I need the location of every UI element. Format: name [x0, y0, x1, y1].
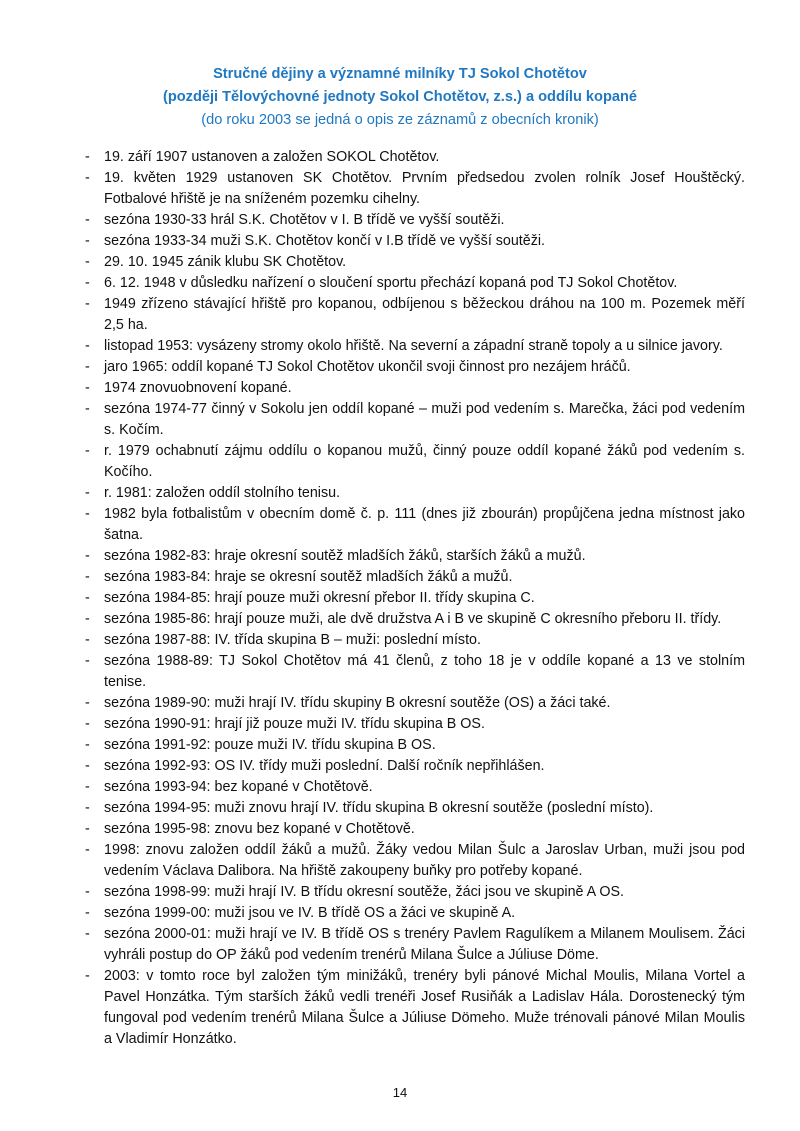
bullet-dash: -: [85, 149, 90, 165]
list-item: [85, 630, 745, 651]
bullet-dash: -: [85, 716, 90, 732]
list-item-text: sezóna 1989-90: muži hrají IV. třídu skupiny B okresní soutěže (OS) a žáci také.: [104, 695, 611, 711]
list-item: [85, 294, 745, 336]
bullet-dash: -: [85, 338, 90, 354]
list-item-text: r. 1981: založen oddíl stolního tenisu.: [104, 485, 341, 501]
bullet-dash: -: [85, 569, 90, 585]
bullet-dash: -: [85, 884, 90, 900]
list-item: [85, 273, 745, 294]
list-item: [85, 609, 745, 630]
bullet-dash: -: [85, 968, 90, 984]
list-item: [85, 378, 745, 399]
list-item: [85, 966, 745, 1050]
list-item-text: sezóna 1933-34 muži S.K. Chotětov končí v I.B třídě ve vyšší soutěži.: [104, 233, 546, 249]
page-number: 14: [392, 1085, 408, 1100]
bullet-dash: -: [85, 296, 90, 312]
bullet-dash: -: [85, 485, 90, 501]
list-item: [85, 504, 745, 546]
bullet-dash: -: [85, 401, 90, 417]
list-item-text: 19. září 1907 ustanoven a založen SOKOL Chotětov.: [104, 149, 440, 165]
bullet-dash: -: [85, 590, 90, 606]
list-item-text: sezóna 2000-01: muži hrají ve IV. B třídě OS s trenéry Pavlem Ragulíkem a Milanem Moulisem. Žáci vyhráli postup do OP žáků pod vedením trenérů Milana Šulce a Júliuse Döme.: [104, 926, 745, 963]
list-item: [85, 903, 745, 924]
list-item: [85, 252, 745, 273]
list-item-text: sezóna 1987-88: IV. třída skupina B – muži: poslední místo.: [104, 632, 481, 648]
list-item: [85, 924, 745, 966]
list-item-text: 1998: znovu založen oddíl žáků a mužů. Žáky vedou Milan Šulc a Jaroslav Urban, muži jsou pod vedením Václava Dalibora. Na hřiště zakoupeny buňky pro potřeby kopané.: [104, 842, 745, 879]
bullet-dash: -: [85, 212, 90, 228]
list-item-text: 1949 zřízeno stávající hřiště pro kopanou, odbíjenou s běžeckou dráhou na 100 m. Pozemek měří 2,5 ha.: [104, 296, 745, 333]
list-item-text: sezóna 1988-89: TJ Sokol Chotětov má 41 členů, z toho 18 je v oddíle kopané a 13 ve stolním tenise.: [104, 653, 745, 690]
bullet-dash: -: [85, 254, 90, 270]
bullet-dash: -: [85, 800, 90, 816]
list-item-text: sezóna 1930-33 hrál S.K. Chotětov v I. B třídě ve vyšší soutěži.: [104, 212, 505, 228]
bullet-dash: -: [85, 779, 90, 795]
list-item-text: sezóna 1992-93: OS IV. třídy muži poslední. Další ročník nepřihlášen.: [104, 758, 545, 774]
list-item-text: 1974 znovuobnovení kopané.: [104, 380, 292, 396]
bullet-dash: -: [85, 737, 90, 753]
bullet-dash: -: [85, 905, 90, 921]
list-item-text: jaro 1965: oddíl kopané TJ Sokol Chotětov ukončil svoji činnost pro nezájem hráčů.: [104, 359, 631, 375]
milestone-list: [85, 147, 745, 1050]
list-item-text: 19. květen 1929 ustanoven SK Chotětov. Prvním předsedou zvolen rolník Josef Houštěcký. Fotbalové hřiště je na sníženém pozemku cihelny.: [104, 170, 745, 207]
list-item-text: sezóna 1999-00: muži jsou ve IV. B třídě OS a žáci ve skupině A.: [104, 905, 516, 921]
title-line-2: (později Tělovýchovné jednoty Sokol Chotětov, z.s.) a oddílu kopané: [162, 89, 638, 105]
list-item: [85, 756, 745, 777]
list-item-text: sezóna 1994-95: muži znovu hrají IV. třídu skupina B okresní soutěže (poslední místo).: [104, 800, 654, 816]
bullet-dash: -: [85, 926, 90, 942]
bullet-dash: -: [85, 443, 90, 459]
bullet-dash: -: [85, 653, 90, 669]
list-item-text: sezóna 1993-94: bez kopané v Chotětově.: [104, 779, 373, 795]
bullet-dash: -: [85, 842, 90, 858]
bullet-dash: -: [85, 611, 90, 627]
list-item: [85, 651, 745, 693]
list-item: [85, 147, 745, 168]
list-item: [85, 714, 745, 735]
bullet-dash: -: [85, 548, 90, 564]
list-item-text: 2003: v tomto roce byl založen tým minižáků, trenéry byli pánové Michal Moulis, Milana Vortel a Pavel Honzátka. Tým starších žáků vedli trenéři Josef Rusiňák a Ladislav Hála. Dorostenecký tým fungoval pod vedením trenérů Milana Šulce a Júliuse Dömeho. Muže trénovali pánové Milan Moulis a Vladimír Honzátko.: [104, 968, 745, 1047]
list-item: [85, 483, 745, 504]
list-item-text: 6. 12. 1948 v důsledku nařízení o sloučení sportu přechází kopaná pod TJ Sokol Chotětov.: [104, 275, 678, 291]
list-item: [85, 168, 745, 210]
bullet-dash: -: [85, 380, 90, 396]
list-item: [85, 693, 745, 714]
title-line-1: Stručné dějiny a významné milníky TJ Sokol Chotětov: [213, 66, 587, 82]
list-item-text: sezóna 1995-98: znovu bez kopané v Chotětově.: [104, 821, 415, 837]
list-item-text: sezóna 1998-99: muži hrají IV. B třídu okresní soutěže, žáci jsou ve skupině A OS.: [104, 884, 625, 900]
bullet-dash: -: [85, 359, 90, 375]
list-item: [85, 441, 745, 483]
bullet-dash: -: [85, 632, 90, 648]
list-item-text: sezóna 1983-84: hraje se okresní soutěž mladších žáků a mužů.: [104, 569, 513, 585]
subtitle: (do roku 2003 se jedná o opis ze záznamů z obecních kronik): [201, 112, 599, 128]
bullet-dash: -: [85, 233, 90, 249]
list-item: [85, 546, 745, 567]
list-item-text: listopad 1953: vysázeny stromy okolo hřiště. Na severní a západní straně topoly a u silnice javory.: [104, 338, 723, 354]
list-item: [85, 588, 745, 609]
list-item-text: sezóna 1984-85: hrají pouze muži okresní přebor II. třídy skupina C.: [104, 590, 535, 606]
list-item: [85, 735, 745, 756]
bullet-dash: -: [85, 275, 90, 291]
bullet-dash: -: [85, 695, 90, 711]
list-item-text: sezóna 1985-86: hrají pouze muži, ale dvě družstva A i B ve skupině C okresního přeboru II. třídy.: [104, 611, 722, 627]
list-item-text: r. 1979 ochabnutí zájmu oddílu o kopanou mužů, činný pouze oddíl kopané žáků pod vedením s. Kočího.: [104, 443, 745, 480]
list-item: [85, 210, 745, 231]
list-item: [85, 798, 745, 819]
list-item-text: sezóna 1982-83: hraje okresní soutěž mladších žáků, starších žáků a mužů.: [104, 548, 586, 564]
bullet-dash: -: [85, 170, 90, 186]
list-item-text: sezóna 1990-91: hrají již pouze muži IV. třídu skupina B OS.: [104, 716, 485, 732]
list-item-text: sezóna 1991-92: pouze muži IV. třídu skupina B OS.: [104, 737, 436, 753]
list-item: [85, 840, 745, 882]
list-item-text: 1982 byla fotbalistům v obecním domě č. p. 111 (dnes již zbourán) propůjčena jedna místnost jako šatna.: [104, 506, 745, 543]
list-item-text: sezóna 1974-77 činný v Sokolu jen oddíl kopané – muži pod vedením s. Marečka, žáci pod vedením s. Kočím.: [104, 401, 745, 438]
list-item: [85, 336, 745, 357]
list-item: [85, 819, 745, 840]
list-item: [85, 777, 745, 798]
list-item: [85, 231, 745, 252]
document-header: [0, 63, 800, 132]
list-item: [85, 882, 745, 903]
list-item: [85, 357, 745, 378]
list-item-text: 29. 10. 1945 zánik klubu SK Chotětov.: [104, 254, 347, 270]
list-item: [85, 399, 745, 441]
bullet-dash: -: [85, 821, 90, 837]
bullet-dash: -: [85, 506, 90, 522]
list-item: [85, 567, 745, 588]
bullet-dash: -: [85, 758, 90, 774]
